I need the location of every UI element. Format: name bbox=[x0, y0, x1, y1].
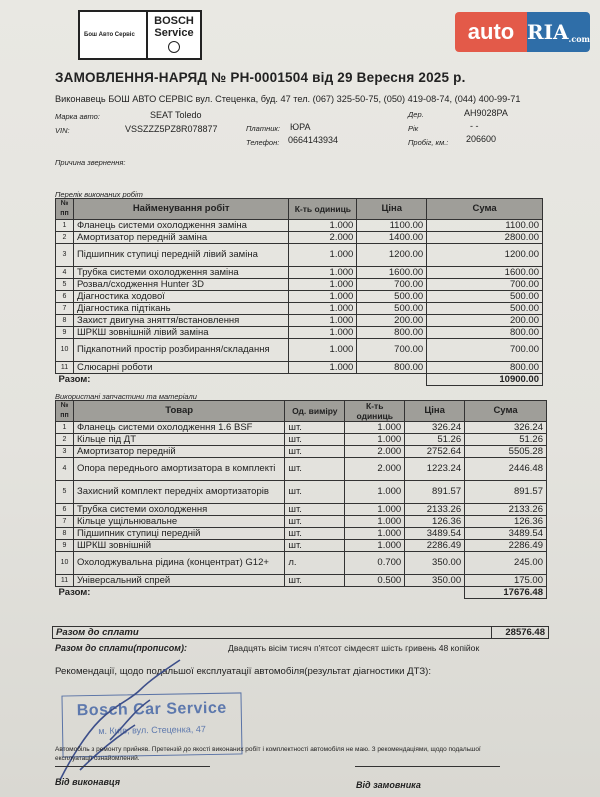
part-qty: 2.000 bbox=[345, 446, 405, 458]
part-sum: 175.00 bbox=[465, 575, 547, 587]
parts-table-header bbox=[56, 401, 547, 422]
row-number: 1 bbox=[56, 220, 74, 232]
parts-header-qty: К-ть одиниць bbox=[345, 401, 405, 422]
part-qty: 1.000 bbox=[345, 422, 405, 434]
part-name: Фланець системи охолодження 1.6 BSF bbox=[73, 422, 284, 434]
customer-signature-label: Від замовника bbox=[356, 780, 421, 790]
autoria-watermark bbox=[455, 12, 590, 52]
work-qty: 1.000 bbox=[289, 279, 357, 291]
table-row bbox=[56, 552, 547, 575]
row-number: 2 bbox=[56, 232, 74, 244]
part-price: 1223.24 bbox=[405, 458, 465, 481]
autoria-auto-text: auto bbox=[455, 12, 527, 52]
work-sum: 700.00 bbox=[427, 279, 543, 291]
plate-value: АН9028РА bbox=[464, 108, 508, 118]
part-price: 2286.49 bbox=[405, 540, 465, 552]
work-name: Фланець системи охолодження заміна bbox=[73, 220, 288, 232]
table-row bbox=[56, 446, 547, 458]
table-row bbox=[56, 232, 543, 244]
parts-header-sum: Сума bbox=[465, 401, 547, 422]
part-qty: 0.500 bbox=[345, 575, 405, 587]
parts-total-row bbox=[56, 587, 547, 599]
table-row bbox=[56, 244, 543, 267]
part-qty: 1.000 bbox=[345, 528, 405, 540]
part-price: 3489.54 bbox=[405, 528, 465, 540]
table-row bbox=[56, 220, 543, 232]
work-qty: 1.000 bbox=[289, 362, 357, 374]
works-rows bbox=[56, 220, 543, 374]
vin-label: VIN: bbox=[55, 126, 70, 135]
table-row bbox=[56, 279, 543, 291]
phone-value: 0664143934 bbox=[288, 135, 339, 145]
logo-brand-line2: Service bbox=[154, 27, 194, 39]
part-name: Підшипник ступиці передній bbox=[73, 528, 284, 540]
executor-value: БОШ АВТО СЕРВІС вул. Стеценка, буд. 47 тел. (067) 325-50-75, (050) 419-08-74, (044) 400-99-71 bbox=[108, 94, 521, 104]
logo-company-name: Бош Авто Сервіс bbox=[84, 32, 135, 38]
row-number: 11 bbox=[56, 362, 74, 374]
mileage-label: Пробіг, км.: bbox=[408, 138, 449, 147]
row-number: 9 bbox=[56, 540, 74, 552]
work-name: Діагностика підтікань bbox=[73, 303, 288, 315]
table-row bbox=[56, 422, 547, 434]
part-unit: шт. bbox=[285, 422, 345, 434]
row-number: 5 bbox=[56, 279, 74, 291]
grand-total-table bbox=[52, 626, 549, 639]
part-sum: 245.00 bbox=[465, 552, 547, 575]
work-sum: 500.00 bbox=[427, 291, 543, 303]
work-price: 1100.00 bbox=[357, 220, 427, 232]
grand-total-label: Разом до сплати bbox=[53, 627, 492, 639]
part-sum: 2133.26 bbox=[465, 504, 547, 516]
works-total-label: Разом: bbox=[58, 373, 91, 385]
parts-header-name: Товар bbox=[73, 401, 284, 422]
part-qty: 1.000 bbox=[345, 434, 405, 446]
part-sum: 5505.28 bbox=[465, 446, 547, 458]
work-price: 200.00 bbox=[357, 315, 427, 327]
row-number: 1 bbox=[56, 422, 74, 434]
row-number: 7 bbox=[56, 303, 74, 315]
part-sum: 2286.49 bbox=[465, 540, 547, 552]
work-name: Слюсарні роботи bbox=[73, 362, 288, 374]
row-number: 11 bbox=[56, 575, 74, 587]
work-sum: 200.00 bbox=[427, 315, 543, 327]
part-unit: шт. bbox=[285, 540, 345, 552]
work-name: Діагностика ходової bbox=[73, 291, 288, 303]
part-unit: шт. bbox=[285, 458, 345, 481]
row-number: 10 bbox=[56, 339, 74, 362]
parts-header-price: Ціна bbox=[405, 401, 465, 422]
work-sum: 1200.00 bbox=[427, 244, 543, 267]
handwritten-signature-icon bbox=[40, 640, 220, 790]
work-qty: 1.000 bbox=[289, 291, 357, 303]
part-price: 350.00 bbox=[405, 575, 465, 587]
work-price: 700.00 bbox=[357, 339, 427, 362]
table-row bbox=[56, 575, 547, 587]
work-name: Амортизатор передній заміна bbox=[73, 232, 288, 244]
work-price: 1600.00 bbox=[357, 267, 427, 279]
works-table bbox=[55, 198, 543, 386]
table-row bbox=[56, 291, 543, 303]
row-number: 4 bbox=[56, 458, 74, 481]
part-name: Охолоджувальна рідина (концентрат) G12+ bbox=[73, 552, 284, 575]
phone-label: Телефон: bbox=[246, 138, 280, 147]
table-row bbox=[56, 504, 547, 516]
works-header-sum: Сума bbox=[427, 199, 543, 220]
executor-label: Виконавець bbox=[55, 94, 106, 104]
table-row bbox=[56, 434, 547, 446]
row-number: 8 bbox=[56, 528, 74, 540]
car-value: SEAT Toledo bbox=[150, 110, 202, 120]
part-price: 350.00 bbox=[405, 552, 465, 575]
works-total-row bbox=[56, 374, 543, 386]
row-number: 10 bbox=[56, 552, 74, 575]
part-name: Трубка системи охолодження bbox=[73, 504, 284, 516]
part-qty: 1.000 bbox=[345, 481, 405, 504]
work-sum: 1100.00 bbox=[427, 220, 543, 232]
amount-in-words-label: Разом до сплати(прописом): bbox=[55, 643, 187, 653]
table-row bbox=[56, 267, 543, 279]
reason-label: Причина звернення: bbox=[55, 158, 126, 167]
logo-brand-line1: BOSCH bbox=[154, 15, 194, 27]
work-qty: 1.000 bbox=[289, 327, 357, 339]
row-number: 3 bbox=[56, 446, 74, 458]
part-sum: 51.26 bbox=[465, 434, 547, 446]
car-label: Марка авто: bbox=[55, 112, 100, 121]
works-total-value: 10900.00 bbox=[427, 374, 543, 386]
work-qty: 1.000 bbox=[289, 303, 357, 315]
year-label: Рік bbox=[408, 124, 419, 133]
work-sum: 800.00 bbox=[427, 362, 543, 374]
row-number: 6 bbox=[56, 291, 74, 303]
payer-value: ЮРА bbox=[290, 122, 311, 132]
parts-table bbox=[55, 400, 547, 599]
work-qty: 1.000 bbox=[289, 220, 357, 232]
work-name: Трубка системи охолодження заміна bbox=[73, 267, 288, 279]
part-sum: 326.24 bbox=[465, 422, 547, 434]
customer-signature-line bbox=[355, 766, 500, 767]
work-name: Розвал/сходження Hunter 3D bbox=[73, 279, 288, 291]
part-unit: шт. bbox=[285, 516, 345, 528]
part-unit: шт. bbox=[285, 575, 345, 587]
acceptance-text-line1: Автомобіль з ремонту прийняв. Претензій до якості виконаних робіт і комплектності автомобіля не маю. З рекомендаціями, щодо подальшої bbox=[55, 746, 481, 753]
row-number: 6 bbox=[56, 504, 74, 516]
work-qty: 1.000 bbox=[289, 315, 357, 327]
part-qty: 1.000 bbox=[345, 504, 405, 516]
part-qty: 1.000 bbox=[345, 516, 405, 528]
work-name: Захист двигуна зняття/встановлення bbox=[73, 315, 288, 327]
table-row bbox=[56, 540, 547, 552]
stamp-address: м. Київ, вул. Стеценка, 47 bbox=[98, 724, 206, 736]
work-price: 1200.00 bbox=[357, 244, 427, 267]
part-unit: шт. bbox=[285, 504, 345, 516]
part-price: 2133.26 bbox=[405, 504, 465, 516]
work-name: ШРКШ зовнішній лівий заміна bbox=[73, 327, 288, 339]
executor-signature-line bbox=[55, 766, 210, 767]
part-name: Опора переднього амортизатора в комплекті bbox=[73, 458, 284, 481]
table-row bbox=[56, 315, 543, 327]
table-row bbox=[56, 339, 543, 362]
part-unit: шт. bbox=[285, 481, 345, 504]
recommendations-label: Рекомендації, щодо подальшої експлуатації автомобіля(результат діагностики ДТЗ): bbox=[55, 666, 431, 677]
works-table-header bbox=[56, 199, 543, 220]
bosch-emblem-icon bbox=[168, 41, 180, 53]
row-number: 9 bbox=[56, 327, 74, 339]
works-section-label: Перелік виконаних робіт bbox=[55, 190, 143, 199]
table-row bbox=[56, 481, 547, 504]
part-sum: 891.57 bbox=[465, 481, 547, 504]
work-sum: 1600.00 bbox=[427, 267, 543, 279]
autoria-ria-text: RIA bbox=[527, 20, 569, 44]
part-name: Амортизатор передній bbox=[73, 446, 284, 458]
work-qty: 1.000 bbox=[289, 267, 357, 279]
table-row bbox=[56, 528, 547, 540]
row-number: 5 bbox=[56, 481, 74, 504]
work-name: Підкапотний простір розбирання/складання bbox=[73, 339, 288, 362]
part-name: ШРКШ зовнішній bbox=[73, 540, 284, 552]
work-qty: 1.000 bbox=[289, 339, 357, 362]
year-value: - - bbox=[470, 121, 479, 131]
works-header-number: № пп bbox=[56, 199, 74, 220]
part-price: 51.26 bbox=[405, 434, 465, 446]
part-sum: 126.36 bbox=[465, 516, 547, 528]
table-row bbox=[56, 516, 547, 528]
part-unit: шт. bbox=[285, 528, 345, 540]
part-name: Кільце ущільнювальне bbox=[73, 516, 284, 528]
part-unit: шт. bbox=[285, 446, 345, 458]
work-price: 800.00 bbox=[357, 327, 427, 339]
parts-total-value: 17676.48 bbox=[465, 587, 547, 599]
work-qty: 2.000 bbox=[289, 232, 357, 244]
table-row bbox=[56, 362, 543, 374]
work-name: Підшипник ступиці передній лівий заміна bbox=[73, 244, 288, 267]
part-sum: 3489.54 bbox=[465, 528, 547, 540]
document-title: ЗАМОВЛЕННЯ-НАРЯД № РН-0001504 від 29 Вересня 2025 р. bbox=[55, 70, 466, 85]
part-price: 2752.64 bbox=[405, 446, 465, 458]
parts-rows bbox=[56, 422, 547, 587]
work-price: 700.00 bbox=[357, 279, 427, 291]
work-sum: 2800.00 bbox=[427, 232, 543, 244]
part-price: 891.57 bbox=[405, 481, 465, 504]
plate-label: Дер. bbox=[408, 110, 424, 119]
work-price: 800.00 bbox=[357, 362, 427, 374]
grand-total-value: 28576.48 bbox=[492, 627, 549, 639]
autoria-com-text: .com bbox=[568, 34, 590, 44]
acceptance-text-line2: експлуатації ознайомлений. bbox=[55, 755, 140, 762]
work-price: 500.00 bbox=[357, 291, 427, 303]
work-price: 500.00 bbox=[357, 303, 427, 315]
row-number: 8 bbox=[56, 315, 74, 327]
works-header-name: Найменування робіт bbox=[73, 199, 288, 220]
work-qty: 1.000 bbox=[289, 244, 357, 267]
vin-value: VSSZZZ5PZ8R078877 bbox=[125, 124, 218, 134]
parts-header-unit: Од. виміру bbox=[285, 401, 345, 422]
part-unit: шт. bbox=[285, 434, 345, 446]
works-header-qty: К-ть одиниць bbox=[289, 199, 357, 220]
works-header-price: Ціна bbox=[357, 199, 427, 220]
stamp-title: Bosch Car Service bbox=[76, 699, 227, 720]
table-row bbox=[56, 327, 543, 339]
part-qty: 1.000 bbox=[345, 540, 405, 552]
row-number: 4 bbox=[56, 267, 74, 279]
row-number: 7 bbox=[56, 516, 74, 528]
part-price: 326.24 bbox=[405, 422, 465, 434]
parts-section-label: Використані запчастини та матеріали bbox=[55, 392, 197, 401]
amount-in-words-value: Двадцять вісім тисяч п'ятсот сімдесят шість гривень 48 копійок bbox=[228, 643, 480, 653]
part-qty: 2.000 bbox=[345, 458, 405, 481]
part-name: Кільце під ДТ bbox=[73, 434, 284, 446]
work-price: 1400.00 bbox=[357, 232, 427, 244]
executor-signature-label: Від виконавця bbox=[55, 777, 121, 787]
part-price: 126.36 bbox=[405, 516, 465, 528]
part-unit: л. bbox=[285, 552, 345, 575]
bosch-service-logo bbox=[78, 10, 202, 60]
mileage-value: 206600 bbox=[466, 134, 497, 144]
part-qty: 0.700 bbox=[345, 552, 405, 575]
part-name: Захисний комплект передніх амортизаторів bbox=[73, 481, 284, 504]
table-row bbox=[56, 458, 547, 481]
work-sum: 700.00 bbox=[427, 339, 543, 362]
part-sum: 2446.48 bbox=[465, 458, 547, 481]
work-sum: 800.00 bbox=[427, 327, 543, 339]
parts-total-label: Разом: bbox=[58, 586, 91, 598]
payer-label: Платник: bbox=[246, 124, 281, 133]
table-row bbox=[56, 303, 543, 315]
work-sum: 500.00 bbox=[427, 303, 543, 315]
row-number: 3 bbox=[56, 244, 74, 267]
row-number: 2 bbox=[56, 434, 74, 446]
parts-header-number: № пп bbox=[56, 401, 74, 422]
part-name: Універсальний спрей bbox=[73, 575, 284, 587]
